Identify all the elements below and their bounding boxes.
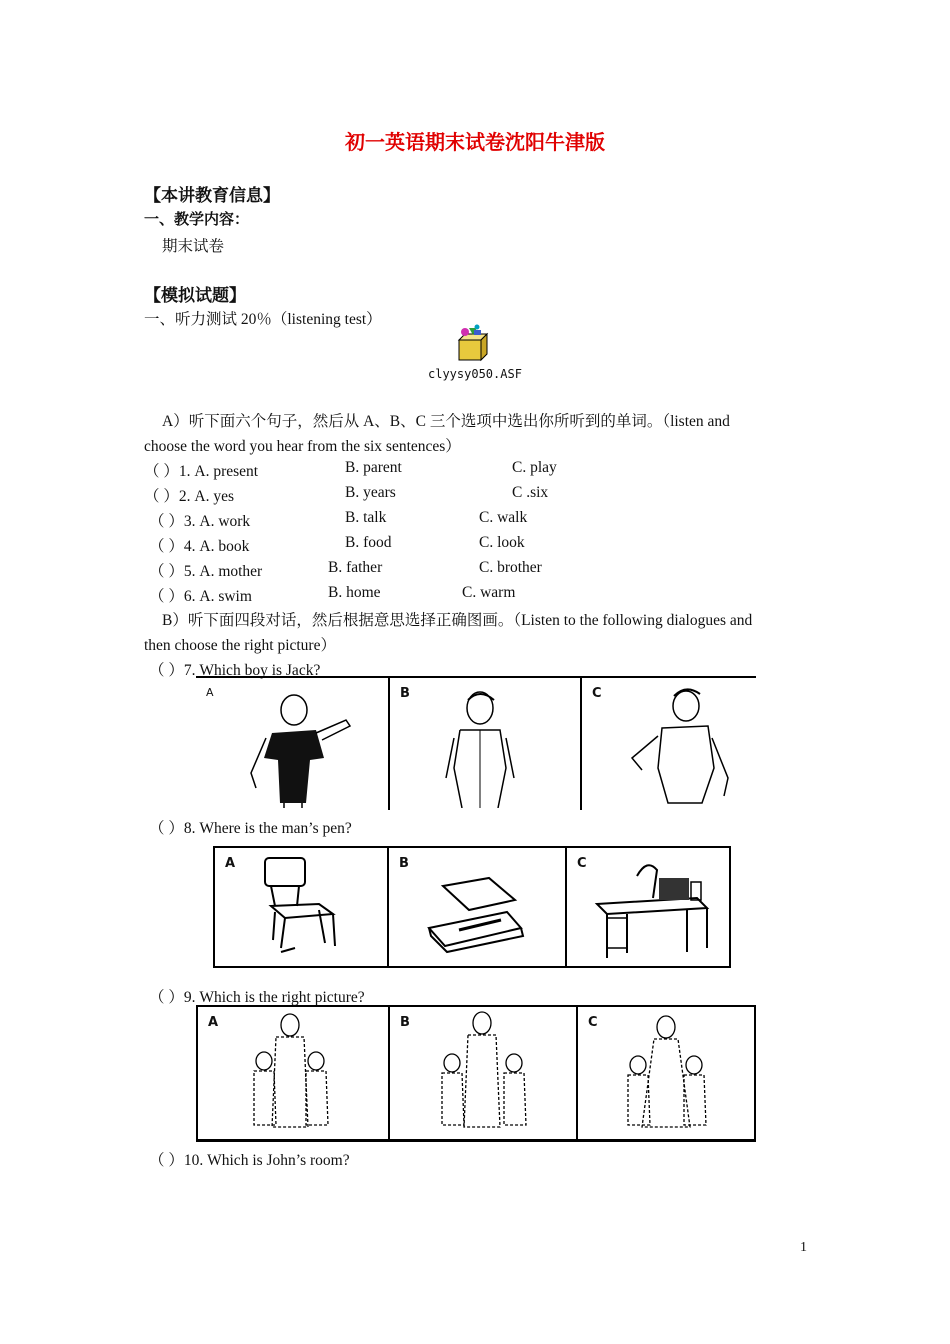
part-a-instructions-line2: choose the word you hear from the six sentences）	[144, 438, 461, 455]
family-a-illustration	[198, 1007, 388, 1134]
section-heading-info: 【本讲教育信息】	[144, 186, 280, 206]
question-9-picture	[196, 1005, 756, 1142]
question-6-option-b: B. home	[328, 584, 381, 601]
question-4: （ ）4. A. book	[149, 538, 250, 555]
question-5: （ ）5. A. mother	[149, 563, 263, 580]
document-title: 初一英语期末试卷沈阳牛津版	[345, 130, 605, 154]
question-6: （ ）6. A. swim	[149, 588, 252, 605]
q9-panel-b: B	[390, 1007, 576, 1139]
q9-panel-c: C	[578, 1007, 754, 1139]
question-4-option-c: C. look	[479, 534, 525, 551]
question-1-option-c: C. play	[512, 459, 557, 476]
listening-heading: 一、听力测试 20％（listening test）	[144, 311, 382, 328]
pencil-box-illustration	[389, 848, 565, 966]
package-icon[interactable]	[453, 324, 493, 364]
q8-panel-a: A	[215, 848, 387, 966]
part-a-instructions-line1: A）听下面六个句子，然后从 A、B、C 三个选项中选出你所听到的单词。（listen and	[162, 413, 730, 430]
q7-panel-b: B	[390, 678, 580, 810]
question-8: （ ）8. Where is the man’s pen?	[149, 820, 352, 837]
q8-panel-b: B	[389, 848, 565, 966]
family-b-illustration	[390, 1007, 576, 1134]
question-5-option-c: C. brother	[479, 559, 542, 576]
q9-border-right	[754, 1007, 756, 1139]
part-b-instructions-line2: then choose the right picture）	[144, 637, 336, 654]
question-8-picture	[213, 846, 731, 968]
teaching-content-label: 一、教学内容：	[144, 210, 250, 228]
desk-illustration	[567, 848, 729, 966]
question-2-option-c: C .six	[512, 484, 549, 501]
section-heading-mock: 【模拟试题】	[144, 286, 246, 306]
question-7: （ ）7. Which boy is Jack?	[149, 662, 321, 679]
boy-b-illustration	[390, 678, 580, 808]
q8-panel-c: C	[567, 848, 729, 966]
boy-c-illustration	[582, 678, 756, 808]
part-b-instructions-line1: B）听下面四段对话，然后根据意思选择正确图画。（Listen to the following dialogues and	[162, 612, 753, 629]
question-4-option-b: B. food	[345, 534, 392, 551]
q9-panel-a: A	[198, 1007, 388, 1139]
question-3: （ ）3. A. work	[149, 513, 251, 530]
question-7-picture	[196, 676, 756, 810]
question-2-option-b: B. years	[345, 484, 396, 501]
question-2: （ ）2. A. yes	[144, 488, 234, 505]
q7-panel-a: A	[196, 678, 388, 810]
family-c-illustration	[578, 1007, 754, 1134]
question-1: （ ）1. A. present	[144, 463, 259, 480]
question-1-option-b: B. parent	[345, 459, 402, 476]
q7-panel-c: C	[582, 678, 756, 810]
attachment-filename[interactable]: clyysy050.ASF	[428, 367, 522, 381]
question-3-option-c: C. walk	[479, 509, 528, 526]
page-number: 1	[800, 1240, 807, 1255]
chair-illustration	[215, 848, 387, 966]
question-9: （ ）9. Which is the right picture?	[149, 989, 365, 1006]
teaching-content-value: 期末试卷	[162, 238, 225, 255]
question-10: （ ）10. Which is John’s room?	[149, 1152, 350, 1169]
question-5-option-b: B. father	[328, 559, 383, 576]
boy-a-illustration	[196, 678, 388, 808]
question-6-option-c: C. warm	[462, 584, 516, 601]
question-3-option-b: B. talk	[345, 509, 387, 526]
